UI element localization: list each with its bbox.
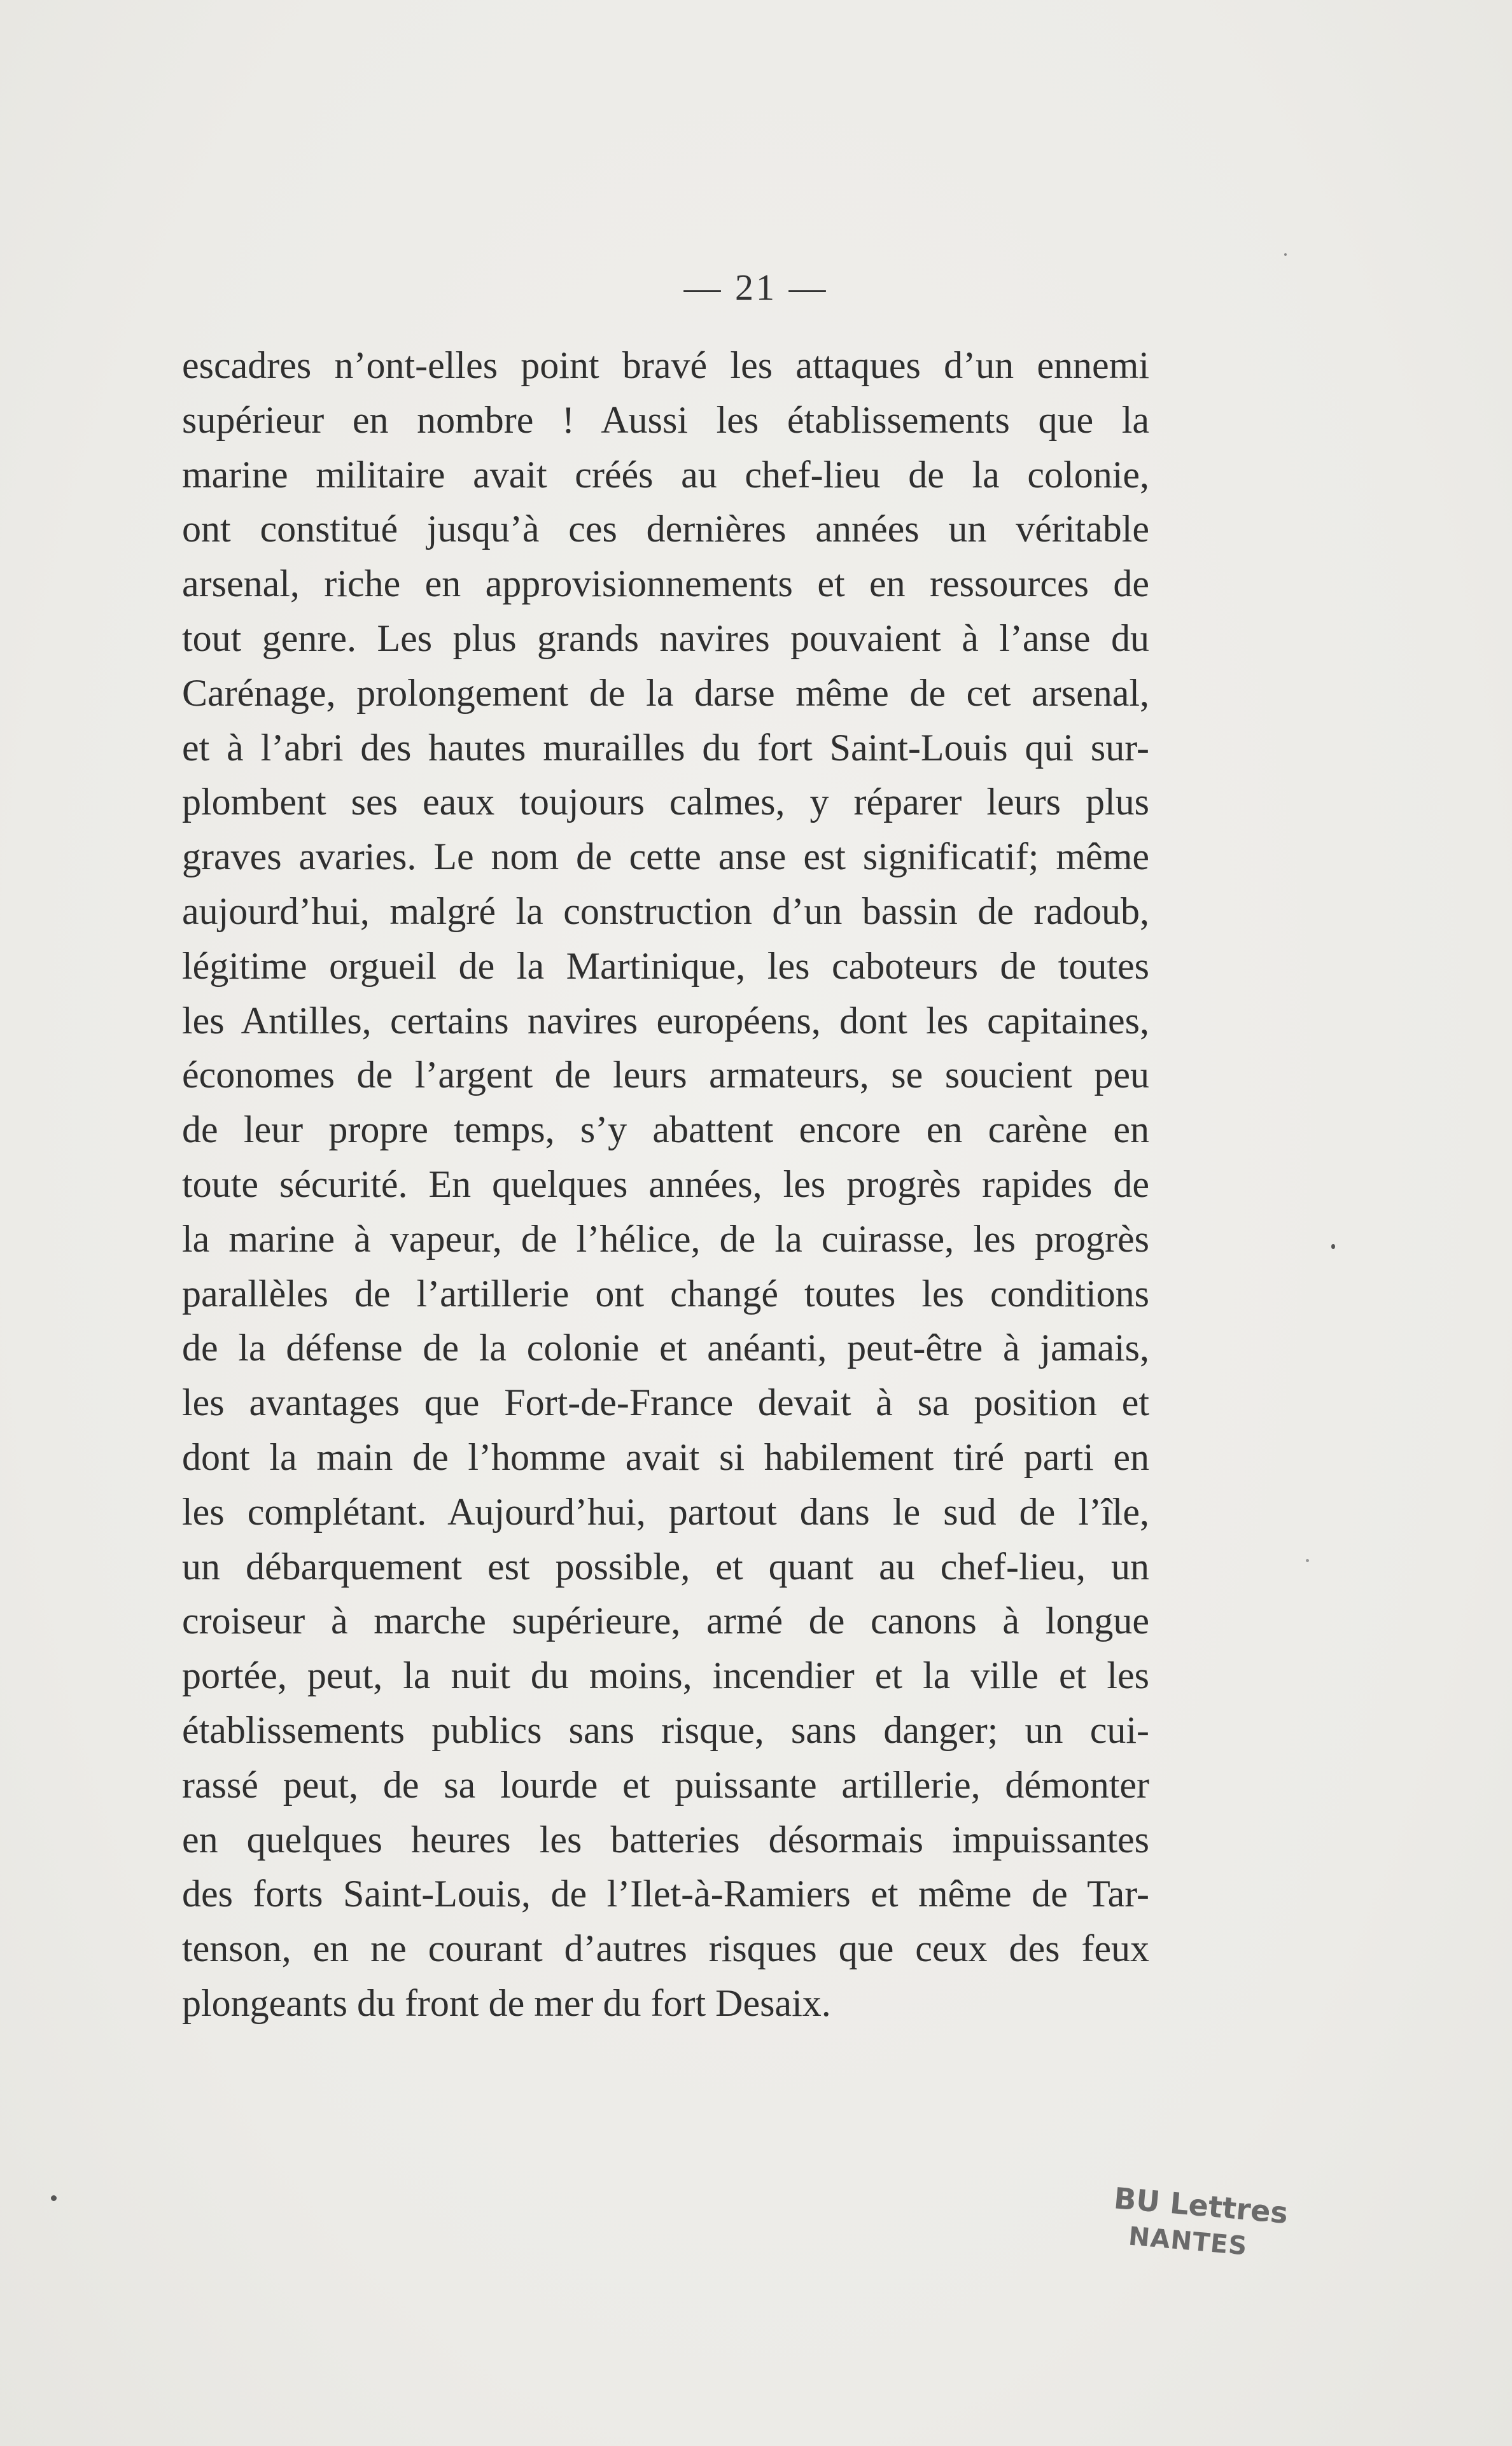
text-line: de leur propre temps, s’y abattent encore en carène en — [182, 1108, 1149, 1151]
text-line: Carénage, prolongement de la darse même de cet arsenal, — [182, 671, 1149, 714]
text-line: graves avaries. Le nom de cette anse est significatif; même — [182, 835, 1149, 878]
scan-speck — [1306, 1559, 1309, 1562]
text-line: supérieur en nombre ! Aussi les établissements que la — [182, 398, 1149, 441]
text-line: toute sécurité. En quelques années, les progrès rapides de — [182, 1163, 1149, 1205]
text-line: les complétant. Aujourd’hui, partout dans le sud de l’île, — [182, 1490, 1149, 1533]
text-line: croiseur à marche supérieure, armé de canons à longue — [182, 1600, 1149, 1642]
text-line: légitime orgueil de la Martinique, les caboteurs de toutes — [182, 944, 1149, 987]
text-line: les avantages que Fort-de-France devait à sa position et — [182, 1381, 1149, 1424]
text-line: ont constitué jusqu’à ces dernières années un véritable — [182, 508, 1149, 550]
text-line: en quelques heures les batteries désormais impuissantes — [182, 1818, 1149, 1861]
text-line: la marine à vapeur, de l’hélice, de la cuirasse, les progrès — [182, 1217, 1149, 1260]
text-line: marine militaire avait créés au chef-lieu de la colonie, — [182, 453, 1149, 496]
text-line-last: plongeants du front de mer du fort Desaix. — [182, 1981, 831, 2024]
text-line: parallèles de l’artillerie ont changé toutes les conditions — [182, 1272, 1149, 1315]
text-line: arsenal, riche en approvisionnements et en ressources de — [182, 563, 1149, 605]
text-line: aujourd’hui, malgré la construction d’un bassin de radoub, — [182, 890, 1149, 932]
text-line: tenson, en ne courant d’autres risques que ceux des feux — [182, 1927, 1149, 1970]
page-number: — 21 — — [683, 267, 829, 308]
scan-speck — [1331, 1244, 1335, 1249]
text-line: plombent ses eaux toujours calmes, y réparer leurs plus — [182, 781, 1149, 823]
text-line: portée, peut, la nuit du moins, incendier et la ville et les — [182, 1654, 1149, 1697]
text-line: des forts Saint-Louis, de l’Ilet-à-Ramiers et même de Tar- — [182, 1873, 1149, 1915]
text-line: de la défense de la colonie et anéanti, peut-être à jamais, — [182, 1327, 1149, 1369]
text-line: escadres n’ont-elles point bravé les attaques d’un ennemi — [182, 344, 1149, 386]
text-line: établissements publics sans risque, sans danger; un cui- — [182, 1709, 1149, 1751]
text-line: rassé peut, de sa lourde et puissante artillerie, démonter — [182, 1763, 1149, 1806]
body-text — [182, 339, 1149, 2031]
text-line: les Antilles, certains navires européens, dont les capitaines, — [182, 999, 1149, 1042]
text-line: et à l’abri des hautes murailles du fort Saint-Louis qui sur- — [182, 726, 1149, 769]
library-stamp — [1106, 2181, 1306, 2305]
stamp-line-1: BU Lettres — [1112, 2181, 1290, 2230]
text-line: tout genre. Les plus grands navires pouvaient à l’anse du — [182, 617, 1149, 659]
text-line: économes de l’argent de leurs armateurs, se soucient peu — [182, 1054, 1149, 1096]
stamp-line-2: NANTES — [1127, 2221, 1249, 2261]
text-line: un débarquement est possible, et quant au chef-lieu, un — [182, 1545, 1149, 1588]
scan-speck — [51, 2195, 57, 2201]
text-line: dont la main de l’homme avait si habilement tiré parti en — [182, 1436, 1149, 1478]
scan-speck — [1284, 253, 1287, 256]
